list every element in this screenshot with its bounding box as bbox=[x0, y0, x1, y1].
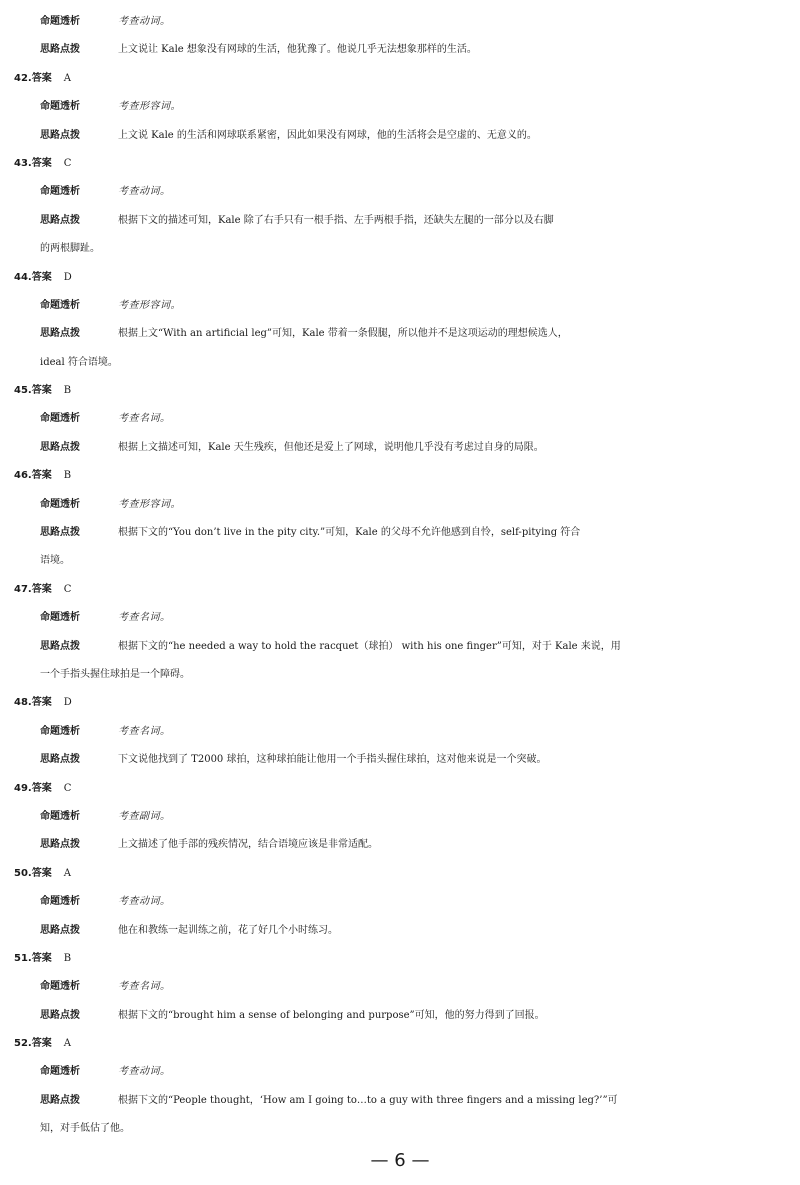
point-label: 命题透析 bbox=[40, 299, 80, 311]
hint-text: 根据上文“With an artificial leg”可知，Kale 带着一条假腿，所以他并不是这项运动的理想候选人， bbox=[118, 328, 568, 340]
point-text: 考查副词。 bbox=[118, 810, 171, 822]
answer-label: 答案 bbox=[31, 470, 52, 482]
answer-label: 答案 bbox=[31, 1038, 52, 1050]
hint-text-continued: 语境。 bbox=[40, 555, 70, 567]
hint-label: 思路点拨 bbox=[40, 1009, 80, 1021]
hint-label: 思路点拨 bbox=[40, 44, 80, 56]
point-line bbox=[0, 803, 800, 831]
answer-letter: C bbox=[63, 157, 72, 169]
answer-row bbox=[0, 775, 800, 803]
hint-continuation bbox=[0, 547, 800, 575]
hint-label: 思路点拨 bbox=[40, 1094, 80, 1106]
point-label: 命题透析 bbox=[40, 16, 80, 27]
answer-label: 答案 bbox=[31, 697, 52, 709]
answer-row bbox=[0, 689, 800, 717]
hint-text: 上文描述了他手部的残疾情况，结合语境应该是非常适配。 bbox=[118, 839, 378, 851]
hint-text: 根据下文的“You don’t live in the pity city.”可知，Kale 的父母不允许他感到自怜，self-pitying 符合 bbox=[118, 527, 581, 539]
answer-letter: A bbox=[63, 72, 71, 84]
point-text: 考查名词。 bbox=[118, 413, 171, 425]
lead-point-line bbox=[0, 8, 800, 36]
hint-label: 思路点拨 bbox=[40, 328, 80, 340]
answer-letter: A bbox=[63, 1038, 71, 1050]
hint-text: 根据下文的描述可知，Kale 除了右手只有一根手指、左手两根手指，还缺失左腿的一部分以及右脚 bbox=[118, 214, 554, 226]
hint-label: 思路点拨 bbox=[40, 441, 80, 453]
point-label: 命题透析 bbox=[40, 725, 80, 737]
hint-line bbox=[0, 434, 800, 462]
answer-label: 答案 bbox=[31, 271, 52, 283]
point-line bbox=[0, 93, 800, 121]
answer-letter: C bbox=[63, 782, 72, 794]
answer-row bbox=[0, 377, 800, 405]
question-number: 52. bbox=[14, 1038, 32, 1050]
hint-continuation bbox=[0, 235, 800, 263]
answer-label: 答案 bbox=[31, 782, 52, 794]
answer-row bbox=[0, 150, 800, 178]
point-label: 命题透析 bbox=[40, 101, 80, 113]
hint-text: 他在和教练一起训练之前，花了好几个小时练习。 bbox=[118, 924, 338, 936]
hint-text: 根据下文的“he needed a way to hold the racquet（球拍） with his one finger”可知，对于 Kale 来说，用 bbox=[118, 640, 621, 652]
hint-text: 上文说 Kale 的生活和网球联系紧密，因此如果没有网球，他的生活将会是空虚的、无意义的。 bbox=[118, 129, 537, 141]
lead-hint-line bbox=[0, 36, 800, 64]
point-line bbox=[0, 405, 800, 433]
hint-label: 思路点拨 bbox=[40, 839, 80, 851]
page-number: — 6 — bbox=[370, 1150, 430, 1171]
hint-text-continued: 的两根脚趾。 bbox=[40, 243, 100, 255]
question-number: 47. bbox=[14, 583, 32, 595]
point-label: 命题透析 bbox=[40, 981, 80, 993]
answer-row bbox=[0, 576, 800, 604]
point-line bbox=[0, 973, 800, 1001]
answer-letter: B bbox=[63, 385, 72, 397]
point-text: 考查名词。 bbox=[118, 981, 171, 993]
answer-label: 答案 bbox=[31, 157, 52, 169]
point-line bbox=[0, 178, 800, 206]
point-line bbox=[0, 1058, 800, 1086]
answer-label: 答案 bbox=[31, 72, 52, 84]
hint-line bbox=[0, 519, 800, 547]
point-label: 命题透析 bbox=[40, 612, 80, 624]
question-number: 45. bbox=[14, 385, 32, 397]
hint-line bbox=[0, 1002, 800, 1030]
hint-label: 思路点拨 bbox=[40, 640, 80, 652]
hint-line bbox=[0, 633, 800, 661]
hint-line bbox=[0, 917, 800, 945]
hint-text: 根据上文描述可知，Kale 天生残疾，但他还是爱上了网球，说明他几乎没有考虑过自身的局限。 bbox=[118, 441, 544, 453]
answer-label: 答案 bbox=[31, 583, 52, 595]
hint-label: 思路点拨 bbox=[40, 754, 80, 766]
hint-text: 下文说他找到了 T2000 球拍，这种球拍能让他用一个手指头握住球拍，这对他来说是一个突破。 bbox=[118, 754, 547, 766]
point-text: 考查名词。 bbox=[118, 725, 171, 737]
point-line bbox=[0, 604, 800, 632]
point-label: 命题透析 bbox=[40, 186, 80, 198]
answer-letter: B bbox=[63, 470, 72, 482]
question-number: 48. bbox=[14, 697, 32, 709]
hint-label: 思路点拨 bbox=[40, 924, 80, 936]
answer-letter: A bbox=[63, 867, 71, 879]
hint-text: 根据下文的“brought him a sense of belonging and purpose”可知，他的努力得到了回报。 bbox=[118, 1009, 545, 1021]
point-label: 命题透析 bbox=[40, 413, 80, 425]
point-text: 考查名词。 bbox=[118, 612, 171, 624]
answer-letter: D bbox=[63, 271, 72, 283]
hint-line bbox=[0, 122, 800, 150]
point-text: 考查形容词。 bbox=[118, 498, 181, 510]
answer-letter: B bbox=[63, 952, 72, 964]
question-number: 44. bbox=[14, 271, 32, 283]
hint-text-continued: 一个手指头握住球拍是一个障碍。 bbox=[40, 668, 190, 680]
point-label: 命题透析 bbox=[40, 896, 80, 908]
point-label: 命题透析 bbox=[40, 810, 80, 822]
point-text: 考查动词。 bbox=[118, 1066, 171, 1078]
answer-row bbox=[0, 264, 800, 292]
point-text: 考查动词。 bbox=[118, 186, 171, 198]
question-number: 51. bbox=[14, 952, 32, 964]
question-number: 42. bbox=[14, 72, 32, 84]
hint-label: 思路点拨 bbox=[40, 527, 80, 539]
point-text: 考查动词。 bbox=[118, 16, 171, 27]
hint-line bbox=[0, 1087, 800, 1115]
hint-text-continued: ideal 符合语境。 bbox=[40, 356, 118, 368]
answer-letter: D bbox=[63, 697, 72, 709]
hint-continuation bbox=[0, 349, 800, 377]
hint-continuation bbox=[0, 661, 800, 689]
question-number: 50. bbox=[14, 867, 32, 879]
answer-row bbox=[0, 945, 800, 973]
point-line bbox=[0, 888, 800, 916]
answer-label: 答案 bbox=[31, 867, 52, 879]
point-label: 命题透析 bbox=[40, 1066, 80, 1078]
answer-letter: C bbox=[63, 583, 72, 595]
answer-label: 答案 bbox=[31, 385, 52, 397]
hint-line bbox=[0, 746, 800, 774]
hint-line bbox=[0, 831, 800, 859]
hint-text: 上文说让 Kale 想象没有网球的生活，他犹豫了。他说几乎无法想象那样的生活。 bbox=[118, 44, 477, 56]
answer-label: 答案 bbox=[31, 952, 52, 964]
point-line bbox=[0, 718, 800, 746]
hint-line bbox=[0, 320, 800, 348]
question-number: 46. bbox=[14, 470, 32, 482]
answer-list bbox=[0, 8, 800, 1144]
point-line bbox=[0, 491, 800, 519]
answer-row bbox=[0, 65, 800, 93]
point-line bbox=[0, 292, 800, 320]
answer-row bbox=[0, 1030, 800, 1058]
point-text: 考查形容词。 bbox=[118, 101, 181, 113]
answer-row bbox=[0, 462, 800, 490]
point-text: 考查形容词。 bbox=[118, 299, 181, 311]
hint-text: 根据下文的“People thought，‘How am I going to…to a guy with three fingers and a missing leg?’”可 bbox=[118, 1094, 618, 1106]
question-number: 43. bbox=[14, 157, 32, 169]
hint-text-continued: 知，对手低估了他。 bbox=[40, 1123, 130, 1135]
point-label: 命题透析 bbox=[40, 498, 80, 510]
question-number: 49. bbox=[14, 782, 32, 794]
answer-row bbox=[0, 860, 800, 888]
hint-line bbox=[0, 207, 800, 235]
hint-label: 思路点拨 bbox=[40, 129, 80, 141]
point-text: 考查动词。 bbox=[118, 896, 171, 908]
hint-label: 思路点拨 bbox=[40, 214, 80, 226]
hint-continuation bbox=[0, 1115, 800, 1143]
